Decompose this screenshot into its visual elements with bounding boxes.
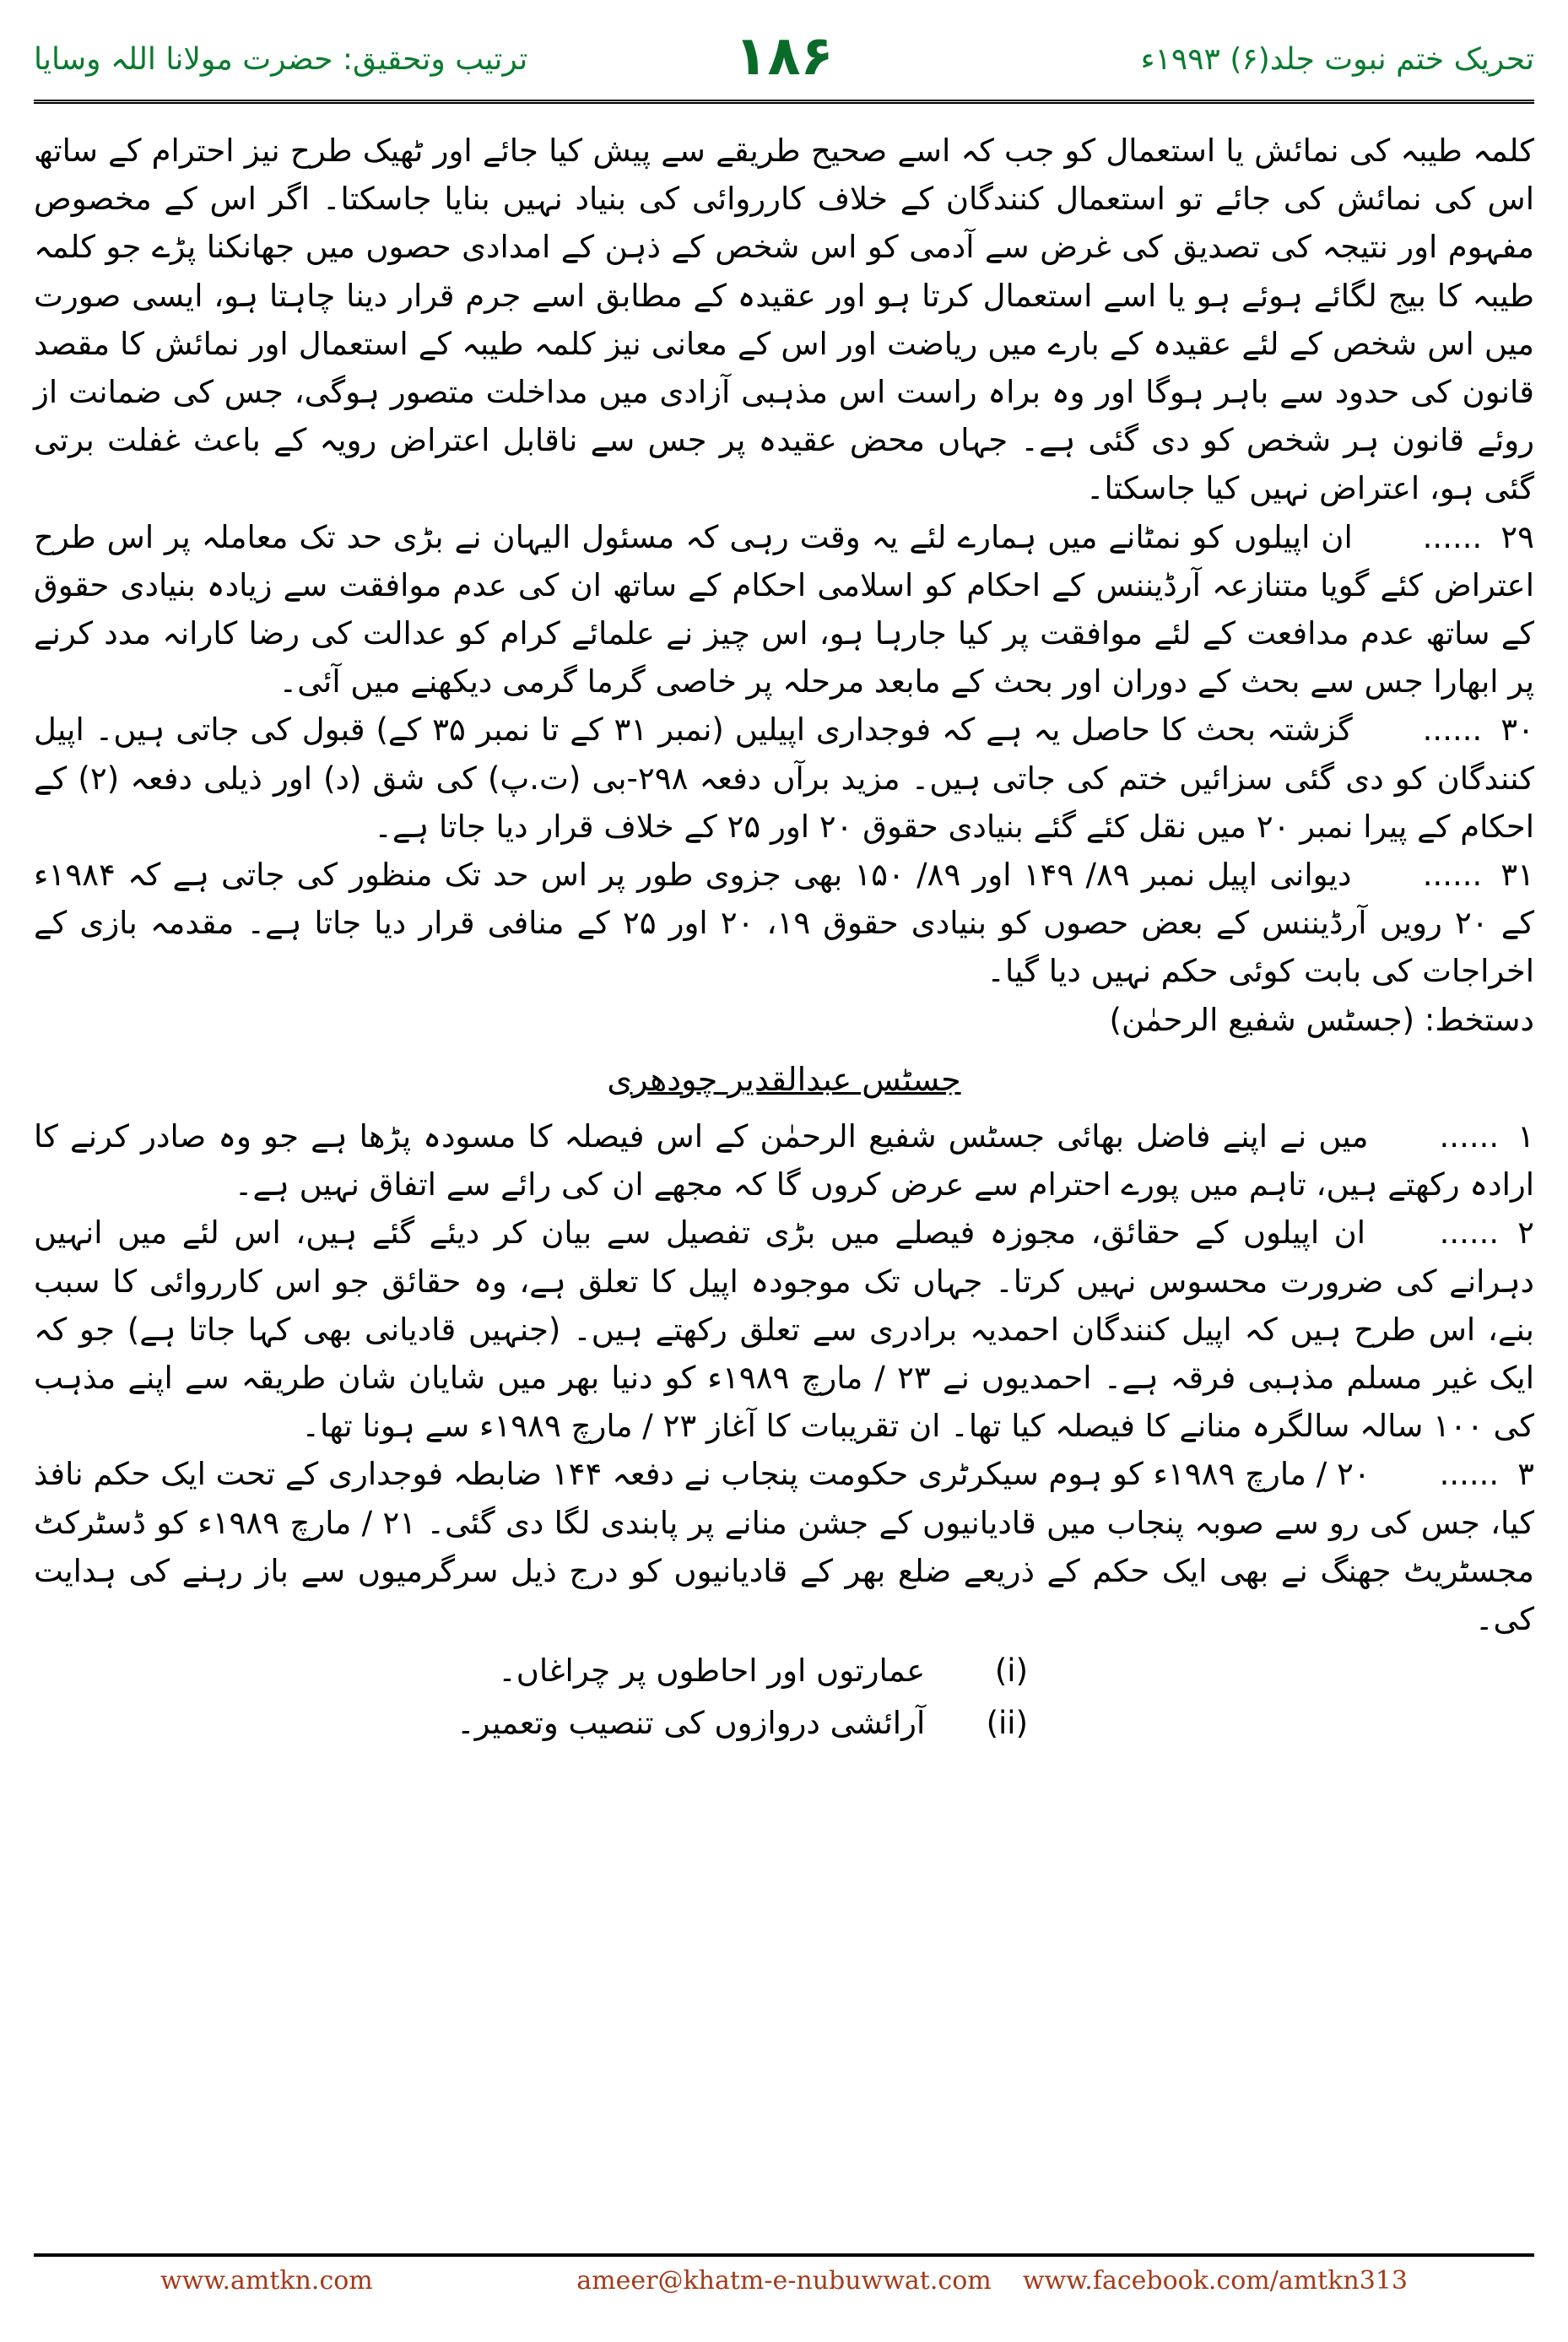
page-header: [34, 25, 1534, 93]
footer-rule: [34, 2253, 1534, 2257]
section-heading: جسٹس عبدالقدیر چودھری: [607, 1060, 961, 1098]
paragraph-number: ۲۹: [1500, 518, 1534, 555]
paragraph-number: ۲: [1517, 1214, 1535, 1252]
paragraph-number: ۱: [1517, 1118, 1534, 1155]
header-book-title: تحریک ختم نبوت جلد(۶) ۱۹۹۳ء: [1140, 42, 1534, 77]
footer-website-link[interactable]: www.amtkn.com: [160, 2266, 373, 2296]
paragraph-31: ۳۱...... دیوانی اپیل نمبر ۸۹/ ۱۴۹ اور ۸۹/ ۱۵۰ بھی جزوی طور پر اس حد تک منظور کی جاتی ہے کہ ۱۹۸۴ء کے ۲۰ رویں آرڈیننس کے بعض حصوں کو بنیادی حقوق ۱۹، ۲۰ اور ۲۵ کے منافی قرار دیا جاتا ہے۔ مقدمہ بازی کے اخراجات کی بابت کوئی حکم نہیں دیا گیا۔: [34, 851, 1534, 996]
paragraph-text: میں نے اپنے فاضل بھائی جسٹس شفیع الرحمٰن کے اس فیصلہ کا مسودہ پڑھا ہے جو وہ صادر کرنے کا ارادہ رکھتے ہیں، تاہم میں پورے احترام سے عرض کروں گا کہ مجھے ان کی رائے سے اتفاق نہیں ہے۔: [34, 1118, 1534, 1203]
list-text: عمارتوں اور احاطوں پر چراغاں۔: [498, 1652, 926, 1690]
list-item: [34, 1699, 1534, 1747]
paragraph-text: ان اپیلوں کے حقائق، مجوزہ فیصلے میں بڑی تفصیل سے بیان کر دیئے گئے ہیں، اس لئے میں انہیں دہرانے کی ضرورت محسوس نہیں کرتا۔ جہاں تک موجودہ اپیل کا تعلق ہے، وہ حقائق جو اس کارروائی کا سبب بنے، اس طرح ہیں کہ اپیل کنندگان احمدیہ برادری سے تعلق رکھتے ہیں۔ (جنہیں قادیانی بھی کہا جاتا ہے) جو کہ ایک غیر مسلم مذہبی فرقہ ہے۔ احمدیوں نے ۲۳ / مارچ ۱۹۸۹ء کو دنیا بھر میں شایان شان طریقہ سے اپنے مذہب کی ۱۰۰ سالہ سالگرہ منانے کا فیصلہ کیا تھا۔ ان تقریبات کا آغاز ۲۳ / مارچ ۱۹۸۹ء سے ہونا تھا۔: [34, 1214, 1535, 1445]
paragraph-text: ان اپیلوں کو نمٹانے میں ہمارے لئے یہ وقت رہی کہ مسئول الیہان نے بڑی حد تک معاملہ پر اس طرح اعتراض کئے گویا متنازعہ آرڈیننس کے احکام کو اسلامی احکام کے ساتھ ان کی عدم موافقت سے زیادہ بنیادی حقوق کے ساتھ عدم مدافعت کے لئے موافقت پر کیا جارہا ہو، اس چیز نے علمائے کرام کو عدالت کی رضا کارانہ مدد کرنے پر ابھارا جس سے بحث کے دوران اور بحث کے مابعد مرحلہ پر خاصی گرما گرمی دیکھنے میں آئی۔: [34, 518, 1534, 700]
footer-facebook-link[interactable]: www.facebook.com/amtkn313: [1022, 2266, 1408, 2296]
header-compiler: ترتیب وتحقیق: حضرت مولانا اللہ وسایا: [34, 42, 528, 77]
paragraph-29: ۲۹...... ان اپیلوں کو نمٹانے میں ہمارے لئے یہ وقت رہی کہ مسئول الیہان نے بڑی حد تک معاملہ پر اس طرح اعتراض کئے گویا متنازعہ آرڈیننس کے احکام کو اسلامی احکام کے ساتھ ان کی عدم موافقت سے زیادہ بنیادی حقوق کے ساتھ عدم مدافعت کے لئے موافقت پر کیا جارہا ہو، اس چیز نے علمائے کرام کو عدالت کی رضا کارانہ مدد کرنے پر ابھارا جس سے بحث کے دوران اور بحث کے مابعد مرحلہ پر خاصی گرما گرمی دیکھنے میں آئی۔: [34, 513, 1534, 706]
header-rule: [34, 100, 1534, 104]
page-footer: [34, 2266, 1534, 2317]
list-text: آرائشی دروازوں کی تنصیب وتعمیر۔: [457, 1704, 926, 1741]
paragraph-number: ۳: [1517, 1456, 1535, 1493]
paragraph-30: ۳۰...... گزشتہ بحث کا حاصل یہ ہے کہ فوجداری اپیلیں (نمبر ۳۱ کے تا نمبر ۳۵ کے) قبول کی جاتی ہیں۔ اپیل کنندگان کو دی گئی سزائیں ختم کی جاتی ہیں۔ مزید برآں دفعہ ۲۹۸-بی (ت.پ) کی شق (د) اور ذیلی دفعہ (۲) کے احکام کے پیرا نمبر ۲۰ میں نقل کئے گئے بنیادی حقوق ۲۰ اور ۲۵ کے خلاف قرار دیا جاتا ہے۔: [34, 706, 1534, 851]
page-number: ۱۸۶: [734, 25, 834, 88]
paragraph-number: ۳۱: [1500, 857, 1535, 894]
list-marker: (ii): [986, 1704, 1028, 1741]
list-item: [34, 1647, 1534, 1695]
signature: دستخط: (جسٹس شفیع الرحمٰن): [1109, 1001, 1534, 1038]
paragraph-text: گزشتہ بحث کا حاصل یہ ہے کہ فوجداری اپیلیں (نمبر ۳۱ کے تا نمبر ۳۵ کے) قبول کی جاتی ہیں۔ اپیل کنندگان کو دی گئی سزائیں ختم کی جاتی ہیں۔ مزید برآں دفعہ ۲۹۸-بی (ت.پ) کی شق (د) اور ذیلی دفعہ (۲) کے احکام کے پیرا نمبر ۲۰ میں نقل کئے گئے بنیادی حقوق ۲۰ اور ۲۵ کے خلاف قرار دیا جاتا ہے۔: [34, 711, 1534, 845]
page-body: [34, 127, 1534, 2215]
list-marker: (i): [994, 1652, 1028, 1690]
section-paragraph-2: ۲...... ان اپیلوں کے حقائق، مجوزہ فیصلے میں بڑی تفصیل سے بیان کر دیئے گئے ہیں، اس لئے میں انہیں دہرانے کی ضرورت محسوس نہیں کرتا۔ جہاں تک موجودہ اپیل کا تعلق ہے، وہ حقائق جو اس کارروائی کا سبب بنے، اس طرح ہیں کہ اپیل کنندگان احمدیہ برادری سے تعلق رکھتے ہیں۔ (جنہیں قادیانی بھی کہا جاتا ہے) جو کہ ایک غیر مسلم مذہبی فرقہ ہے۔ احمدیوں نے ۲۳ / مارچ ۱۹۸۹ء کو دنیا بھر میں شایان شان طریقہ سے اپنے مذہب کی ۱۰۰ سالہ سالگرہ منانے کا فیصلہ کیا تھا۔ ان تقریبات کا آغاز ۲۳ / مارچ ۱۹۸۹ء سے ہونا تھا۔: [34, 1209, 1534, 1450]
footer-email-link[interactable]: ameer@khatm-e-nubuwwat.com: [576, 2266, 992, 2296]
paragraph-intro: کلمہ طیبہ کی نمائش یا استعمال کو جب کہ اسے صحیح طریقے سے پیش کیا جائے اور ٹھیک طرح نیز احترام کے ساتھ اس کی نمائش کی جائے تو استعمال کنندگان کے خلاف کارروائی کی بنیاد نہیں بنایا جاسکتا۔ اگر اس کے مخصوص مفہوم اور نتیجہ کی تصدیق کی غرض سے آدمی کو اس شخص کے ذہن کے امدادی حصوں میں جھانکنا پڑے جو کلمہ طیبہ کا بیج لگائے ہوئے ہو یا اسے استعمال کرتا ہو اور عقیدہ کے مطابق اسے جرم قرار دینا چاہتا ہو، ایسی صورت میں اس شخص کے لئے عقیدہ کے بارے میں ریاضت اور اس کے معانی نیز کلمہ طیبہ کے استعمال اور نمائش کا مقصد قانون کی حدود سے باہر ہوگا اور وہ براہ راست اس مذہبی آزادی میں مداخلت متصور ہوگی، جس کی ضمانت از روئے قانون ہر شخص کو دی گئی ہے۔ جہاں محض عقیدہ پر جس سے ناقابل اعتراض رویہ کے باعث غفلت برتی گئی ہو، اعتراض نہیں کیا جاسکتا۔: [34, 133, 1534, 507]
section-paragraph-3: ۳...... ۲۰ / مارچ ۱۹۸۹ء کو ہوم سیکرٹری حکومت پنجاب نے دفعہ ۱۴۴ ضابطہ فوجداری کے تحت ایک حکم نافذ کیا، جس کی رو سے صوبہ پنجاب میں قادیانیوں کے جشن منانے پر پابندی لگا دی گئی۔ ۲۱ / مارچ ۱۹۸۹ء کو ڈسٹرکٹ مجسٹریٹ جھنگ نے بھی ایک حکم کے ذریعے ضلع بھر کے قادیانیوں کو درج ذیل سرگرمیوں سے باز رہنے کی ہدایت کی۔: [34, 1450, 1534, 1643]
paragraph-text: ۲۰ / مارچ ۱۹۸۹ء کو ہوم سیکرٹری حکومت پنجاب نے دفعہ ۱۴۴ ضابطہ فوجداری کے تحت ایک حکم نافذ کیا، جس کی رو سے صوبہ پنجاب میں قادیانیوں کے جشن منانے پر پابندی لگا دی گئی۔ ۲۱ / مارچ ۱۹۸۹ء کو ڈسٹرکٹ مجسٹریٹ جھنگ نے بھی ایک حکم کے ذریعے ضلع بھر کے قادیانیوں کو درج ذیل سرگرمیوں سے باز رہنے کی ہدایت کی۔: [34, 1456, 1535, 1638]
paragraph-text: دیوانی اپیل نمبر ۸۹/ ۱۴۹ اور ۸۹/ ۱۵۰ بھی جزوی طور پر اس حد تک منظور کی جاتی ہے کہ ۱۹۸۴ء کے ۲۰ رویں آرڈیننس کے بعض حصوں کو بنیادی حقوق ۱۹، ۲۰ اور ۲۵ کے منافی قرار دیا جاتا ہے۔ مقدمہ بازی کے اخراجات کی بابت کوئی حکم نہیں دیا گیا۔: [34, 857, 1535, 990]
section-paragraph-1: ۱...... میں نے اپنے فاضل بھائی جسٹس شفیع الرحمٰن کے اس فیصلہ کا مسودہ پڑھا ہے جو وہ صادر کرنے کا ارادہ رکھتے ہیں، تاہم میں پورے احترام سے عرض کروں گا کہ مجھے ان کی رائے سے اتفاق نہیں ہے۔: [34, 1112, 1534, 1209]
paragraph-number: ۳۰: [1500, 711, 1534, 749]
